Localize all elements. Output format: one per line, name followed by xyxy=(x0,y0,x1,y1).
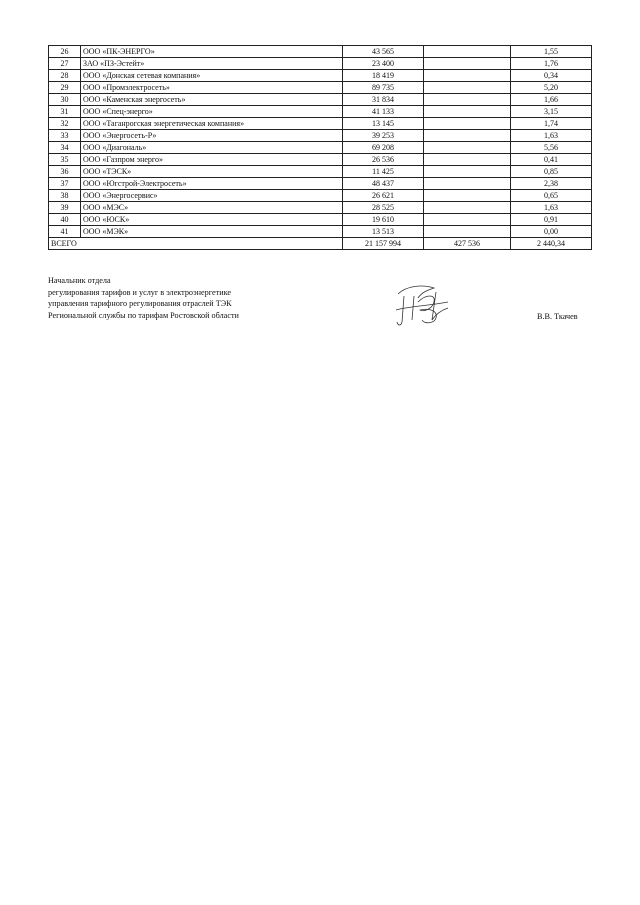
table-row xyxy=(49,106,592,118)
value-3-cell: 2,38 xyxy=(511,178,592,190)
signer-name: В.В. Ткачев xyxy=(537,312,578,321)
value-3-cell: 1,66 xyxy=(511,94,592,106)
value-3-cell: 3,15 xyxy=(511,106,592,118)
row-number-cell: 27 xyxy=(49,58,81,70)
handwritten-signature xyxy=(392,280,452,328)
row-number-cell: 26 xyxy=(49,46,81,58)
value-2-cell xyxy=(424,178,511,190)
value-3-cell: 0,91 xyxy=(511,214,592,226)
value-3-cell: 5,20 xyxy=(511,82,592,94)
value-1-cell: 69 208 xyxy=(343,142,424,154)
table-row xyxy=(49,178,592,190)
total-v3-cell: 2 440,34 xyxy=(511,238,592,250)
value-2-cell xyxy=(424,82,511,94)
row-number-cell: 40 xyxy=(49,214,81,226)
company-name-cell: ООО «ТЭСК» xyxy=(81,166,343,178)
value-1-cell: 28 525 xyxy=(343,202,424,214)
value-1-cell: 13 145 xyxy=(343,118,424,130)
value-1-cell: 26 621 xyxy=(343,190,424,202)
value-1-cell: 26 536 xyxy=(343,154,424,166)
row-number-cell: 33 xyxy=(49,130,81,142)
value-1-cell: 39 253 xyxy=(343,130,424,142)
position-line-1: Начальник отдела xyxy=(48,276,111,285)
company-name-cell: ООО «Промэлектросеть» xyxy=(81,82,343,94)
company-name-cell: ООО «Югстрой-Электросеть» xyxy=(81,178,343,190)
table-row xyxy=(49,46,592,58)
value-1-cell: 11 425 xyxy=(343,166,424,178)
value-1-cell: 31 834 xyxy=(343,94,424,106)
total-label-cell: ВСЕГО xyxy=(49,238,343,250)
company-name-cell: ООО «Энергосервис» xyxy=(81,190,343,202)
row-number-cell: 29 xyxy=(49,82,81,94)
company-name-cell: ООО «Донская сетевая компания» xyxy=(81,70,343,82)
table-row xyxy=(49,70,592,82)
value-1-cell: 19 610 xyxy=(343,214,424,226)
table-row xyxy=(49,214,592,226)
value-1-cell: 43 565 xyxy=(343,46,424,58)
table-row xyxy=(49,226,592,238)
company-name-cell: ООО «Каменская энергосеть» xyxy=(81,94,343,106)
value-3-cell: 0,65 xyxy=(511,190,592,202)
position-line-2: регулирования тарифов и услуг в электроэнергетике xyxy=(48,287,231,297)
value-3-cell: 1,63 xyxy=(511,202,592,214)
tariff-table-body xyxy=(49,46,592,250)
table-row xyxy=(49,142,592,154)
row-number-cell: 39 xyxy=(49,202,81,214)
total-v2-cell: 427 536 xyxy=(424,238,511,250)
value-2-cell xyxy=(424,106,511,118)
value-3-cell: 1,76 xyxy=(511,58,592,70)
table-row xyxy=(49,82,592,94)
value-3-cell: 1,55 xyxy=(511,46,592,58)
tariff-table xyxy=(48,45,592,250)
value-2-cell xyxy=(424,130,511,142)
value-2-cell xyxy=(424,226,511,238)
value-2-cell xyxy=(424,94,511,106)
company-name-cell: ООО «ПК-ЭНЕРГО» xyxy=(81,46,343,58)
company-name-cell: ООО «МЭС» xyxy=(81,202,343,214)
company-name-cell: ООО «Таганрогская энергетическая компания» xyxy=(81,118,343,130)
table-row xyxy=(49,118,592,130)
value-3-cell: 0,85 xyxy=(511,166,592,178)
position-line-3: управления тарифного регулирования отраслей ТЭК xyxy=(48,299,232,308)
row-number-cell: 31 xyxy=(49,106,81,118)
value-3-cell: 0,00 xyxy=(511,226,592,238)
company-name-cell: ООО «Диагональ» xyxy=(81,142,343,154)
value-3-cell: 1,74 xyxy=(511,118,592,130)
value-2-cell xyxy=(424,166,511,178)
total-v1-cell: 21 157 994 xyxy=(343,238,424,250)
company-name-cell: ООО «Энергосеть-Р» xyxy=(81,130,343,142)
value-1-cell: 89 735 xyxy=(343,82,424,94)
table-row xyxy=(49,130,592,142)
signature-block xyxy=(48,275,239,321)
table-row xyxy=(49,166,592,178)
table-row xyxy=(49,202,592,214)
value-2-cell xyxy=(424,202,511,214)
table-row xyxy=(49,94,592,106)
value-1-cell: 48 437 xyxy=(343,178,424,190)
value-1-cell: 41 133 xyxy=(343,106,424,118)
row-number-cell: 37 xyxy=(49,178,81,190)
row-number-cell: 36 xyxy=(49,166,81,178)
table-row xyxy=(49,154,592,166)
row-number-cell: 38 xyxy=(49,190,81,202)
value-3-cell: 5,56 xyxy=(511,142,592,154)
value-2-cell xyxy=(424,46,511,58)
company-name-cell: ЗАО «ПЗ-Эстейт» xyxy=(81,58,343,70)
value-3-cell: 0,41 xyxy=(511,154,592,166)
table-row xyxy=(49,58,592,70)
value-2-cell xyxy=(424,58,511,70)
position-line-4: Региональной службы по тарифам Ростовской области xyxy=(48,310,239,320)
total-row xyxy=(49,238,592,250)
value-1-cell: 23 400 xyxy=(343,58,424,70)
value-2-cell xyxy=(424,70,511,82)
value-2-cell xyxy=(424,214,511,226)
company-name-cell: ООО «ЮСК» xyxy=(81,214,343,226)
row-number-cell: 34 xyxy=(49,142,81,154)
value-1-cell: 13 513 xyxy=(343,226,424,238)
row-number-cell: 32 xyxy=(49,118,81,130)
row-number-cell: 41 xyxy=(49,226,81,238)
company-name-cell: ООО «Спец-энерго» xyxy=(81,106,343,118)
value-2-cell xyxy=(424,118,511,130)
row-number-cell: 28 xyxy=(49,70,81,82)
company-name-cell: ООО «Газпром энерго» xyxy=(81,154,343,166)
value-3-cell: 1,63 xyxy=(511,130,592,142)
table-row xyxy=(49,190,592,202)
value-2-cell xyxy=(424,190,511,202)
row-number-cell: 35 xyxy=(49,154,81,166)
value-3-cell: 0,34 xyxy=(511,70,592,82)
company-name-cell: ООО «МЭК» xyxy=(81,226,343,238)
row-number-cell: 30 xyxy=(49,94,81,106)
value-1-cell: 18 419 xyxy=(343,70,424,82)
value-2-cell xyxy=(424,154,511,166)
value-2-cell xyxy=(424,142,511,154)
